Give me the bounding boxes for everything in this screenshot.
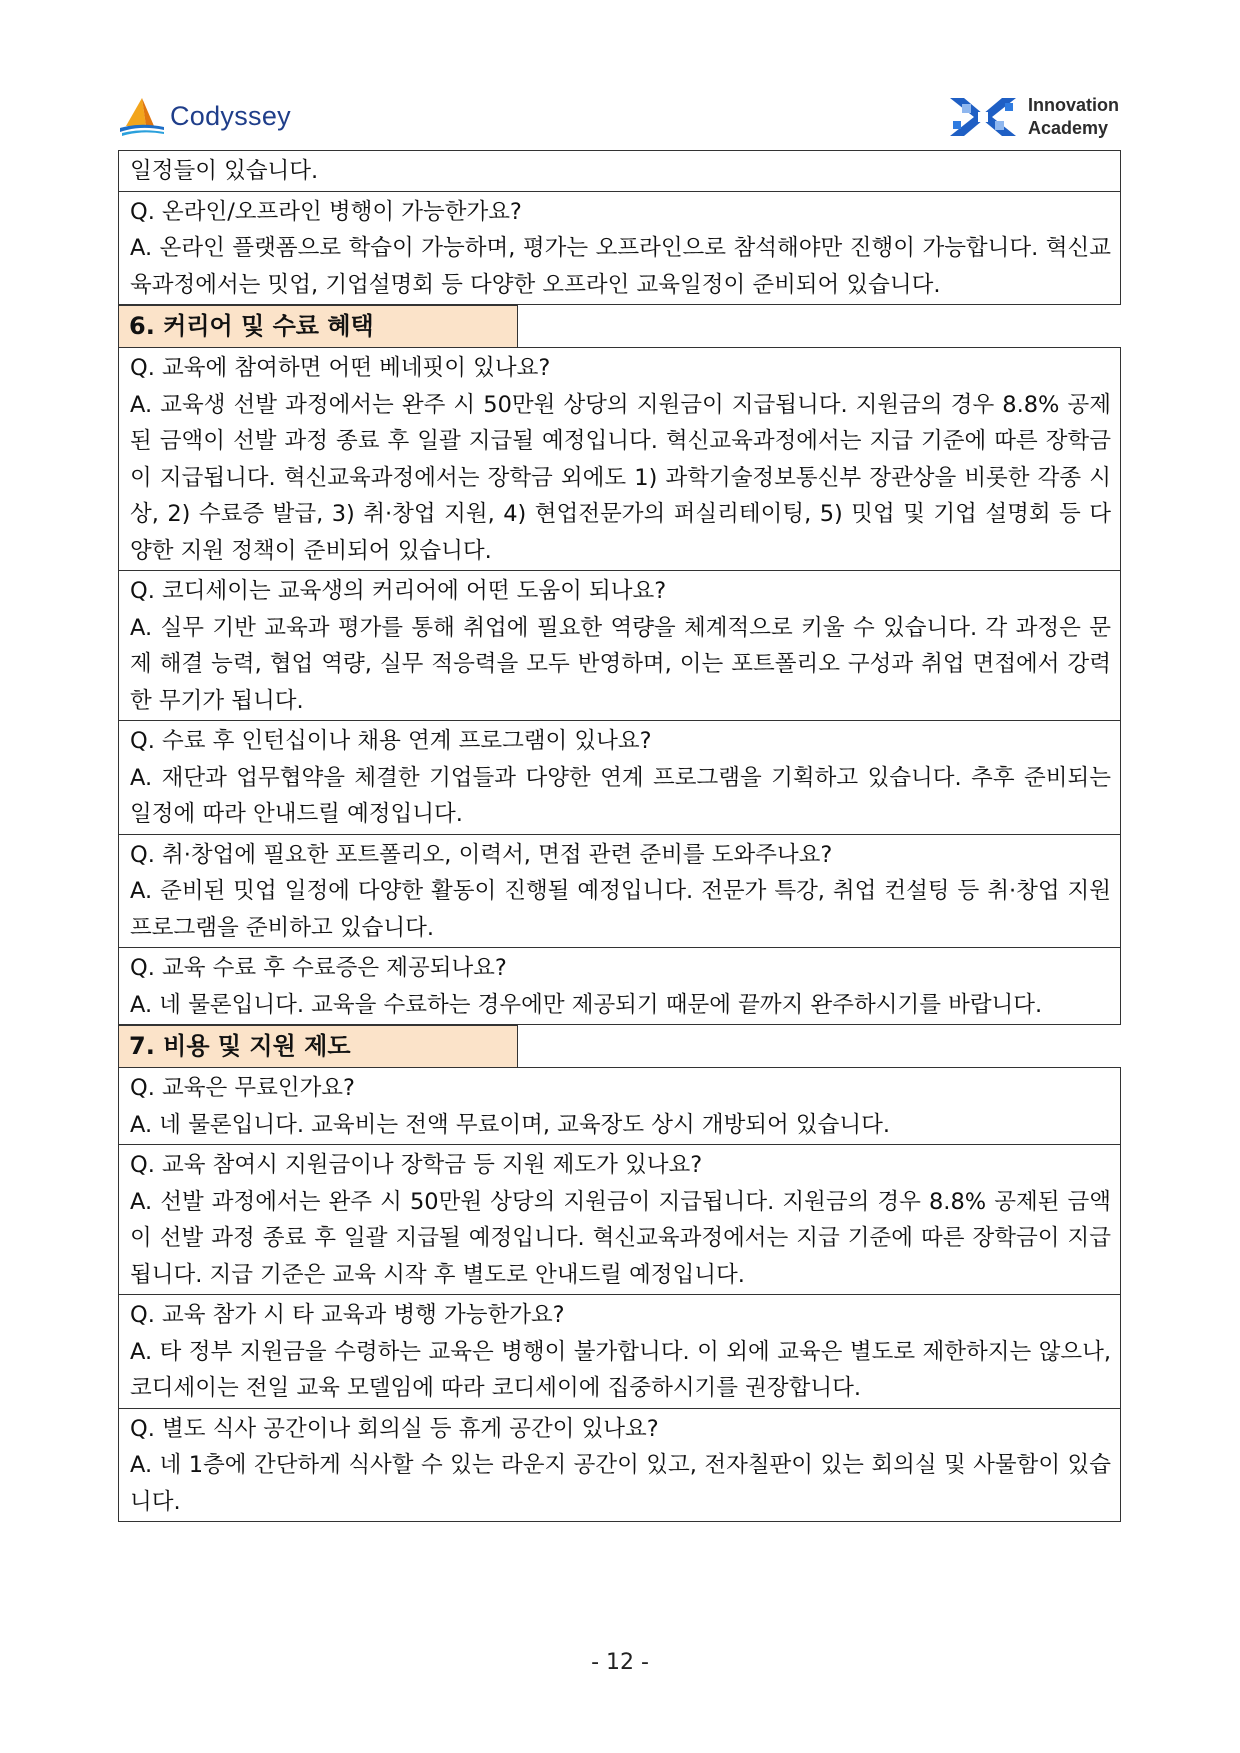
question-text: Q. 코디세이는 교육생의 커리어에 어떤 도움이 되나요? [130,578,667,604]
faq-item [118,347,1121,571]
brand-name: Codyssey [170,100,291,131]
codyssey-logo [120,96,291,136]
brand-line-2: Academy [1028,118,1109,138]
question-text: Q. 교육에 참여하면 어떤 베네핏이 있나요? [130,355,551,381]
answer-text: A. 준비된 밋업 일정에 다양한 활동이 진행될 예정입니다. 전문가 특강, 취업 컨설팅 등 취·창업 지원 프로그램을 준비하고 있습니다. [130,878,1111,941]
question-text: Q. 교육 참가 시 타 교육과 병행 가능한가요? [130,1302,565,1328]
faq-content [118,150,1121,1522]
section-heading: 6. 커리어 및 수료 혜택 [118,305,518,347]
answer-text: A. 선발 과정에서는 완주 시 50만원 상당의 지원금이 지급됩니다. 지원금의 경우 8.8% 공제된 금액이 선발 과정 종료 후 일괄 지급될 예정입니다. 혁신교육과정에서는 지급 기준에 따른 장학금이 지급됩니다. 지급 기준은 교육 시작 후 별도로 안내드릴 예정입니다. [130,1188,1111,1288]
faq-item [118,150,1121,192]
question-text: Q. 수료 후 인턴십이나 채용 연계 프로그램이 있나요? [130,728,652,754]
answer-text: 일정들이 있습니다. [130,158,319,184]
question-text: Q. 취·창업에 필요한 포트폴리오, 이력서, 면접 관련 준비를 도와주나요? [130,841,833,868]
answer-text: A. 실무 기반 교육과 평가를 통해 취업에 필요한 역량을 체계적으로 키울 수 있습니다. 각 과정은 문제 해결 능력, 협업 역량, 실무 적응력을 모두 반영하며, 이는 포트폴리오 구성과 취업 면접에서 강력한 무기가 됩니다. [130,614,1111,714]
question-text: Q. 별도 식사 공간이나 회의실 등 휴게 공간이 있나요? [130,1415,659,1442]
brand-line-1: Innovation [1028,95,1119,115]
faq-item [118,1409,1121,1523]
question-text: Q. 교육 참여시 지원금이나 장학금 등 지원 제도가 있나요? [130,1152,703,1178]
sail-icon [120,96,166,136]
faq-item [118,835,1121,949]
section-heading: 7. 비용 및 지원 제도 [118,1025,518,1067]
question-text: Q. 교육 수료 후 수료증은 제공되나요? [130,955,507,981]
question-text: Q. 온라인/오프라인 병행이 가능한가요? [130,198,522,225]
answer-text: A. 네 물론입니다. 교육을 수료하는 경우에만 제공되기 때문에 끝까지 완주하시기를 바랍니다. [130,991,1043,1018]
answer-text: A. 네 물론입니다. 교육비는 전액 무료이며, 교육장도 상시 개방되어 있습니다. [130,1111,891,1138]
faq-item [118,1295,1121,1409]
answer-text: A. 재단과 업무협약을 체결한 기업들과 다양한 연계 프로그램을 기획하고 있습니다. 추후 준비되는 일정에 따라 안내드릴 예정입니다. [130,764,1111,827]
question-text: Q. 교육은 무료인가요? [130,1075,355,1101]
innovation-academy-logo [948,94,1119,140]
faq-item [118,1067,1121,1145]
answer-text: A. 온라인 플랫폼으로 학습이 가능하며, 평가는 오프라인으로 참석해야만 진행이 가능합니다. 혁신교육과정에서는 밋업, 기업설명회 등 다양한 오프라인 교육일정이 준비되어 있습니다. [130,235,1111,298]
faq-item [118,948,1121,1025]
answer-text: A. 네 1층에 간단하게 식사할 수 있는 라운지 공간이 있고, 전자칠판이 있는 회의실 및 사물함이 있습니다. [130,1452,1111,1515]
faq-item [118,1145,1121,1295]
faq-item [118,192,1121,306]
answer-text: A. 교육생 선발 과정에서는 완주 시 50만원 상당의 지원금이 지급됩니다. 지원금의 경우 8.8% 공제된 금액이 선발 과정 종료 후 일괄 지급될 예정입니다. 혁신교육과정에서는 지급 기준에 따른 장학금이 지급됩니다. 혁신교육과정에서는 장학금 외에도 1) 과학기술정보통신부 장관상을 비롯한 각종 시상, 2) 수료증 발급, 3) 취·창업 지원, 4) 현업전문가의 퍼실리테이팅, 5) 밋업 및 기업 설명회 등 다양한 지원 정책이 준비되어 있습니다. [130,391,1111,564]
page-number: - 12 - [591,1650,649,1675]
faq-item [118,721,1121,835]
faq-item [118,571,1121,721]
page-header [0,0,1240,150]
academy-mark-icon [948,94,1018,140]
answer-text: A. 타 정부 지원금을 수령하는 교육은 병행이 불가합니다. 이 외에 교육은 별도로 제한하지는 않으나, 코디세이는 전일 교육 모델임에 따라 코디세이에 집중하시기를 권장합니다. [130,1338,1111,1401]
